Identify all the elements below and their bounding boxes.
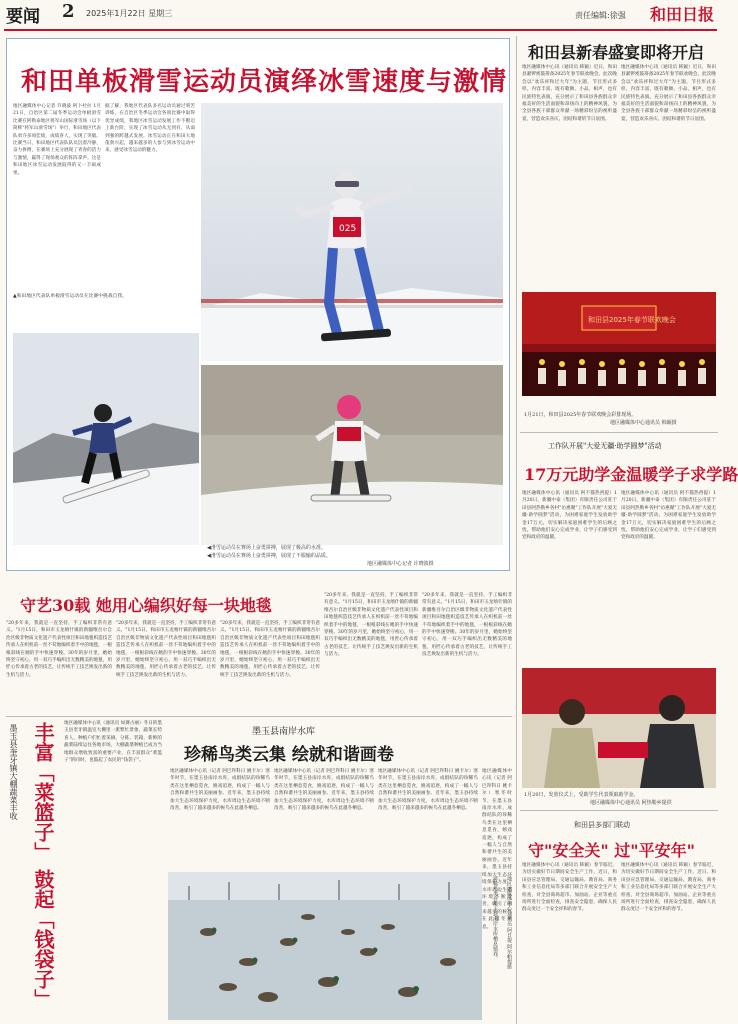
main-caption-2: ◀滑雪运动员在赛场上奋勇拼搏，展现了极高的水准。 bbox=[207, 545, 326, 551]
right3-body-col1: 地区融媒体中心讯（通讯员 韩颖）春节临近，为切实做好节日期间安全生产工作，近日，和田县应急管理局、交通运输局、教育局、商务和工业信息化局等多部门联合开展安全生产大检查，对全县商场超市、加油站、企业等重点场所进行全面检查，排查安全隐患，确保人民群众度过一个安全祥和的春节。 bbox=[522, 863, 617, 913]
bird-body-col4: 地区融媒体中心讯（记者 阿巴拜科日 姚卡尔）寒冬时节，在墨玉县南岸水库，成群结队的珍稀鸟类在这里栖息觅食，嬉戏追逐，构成了一幅人与自然和谐共生的美丽画卷。近年来，墨玉县持续加大生态环境保护力度，水库周边生态环境不断改善，吸引了越来越多的候鸟在此越冬栖息。 bbox=[482, 769, 512, 930]
vertical-body-col1: 地区融媒体中心讯（通讯员 如赛古丽）冬日的墨玉县奎牙镇温室大棚里一派繁忙景象，蔬菜长势喜人，种植户们忙着采摘、分拣、装箱，新鲜的蔬菜陆续运往各地市场，大棚蔬菜种植已成为当地群众增收致富的重要产业，在丰富群众"菜篮子"的同时，也鼓起了农民的"钱袋子"。 bbox=[64, 721, 162, 764]
right1-headline: 和田县新春盛宴即将开启 bbox=[528, 43, 705, 62]
snowboard-photo-3 bbox=[201, 365, 503, 545]
gala-credit: 地区融媒体中心通讯员 韩颖摄 bbox=[610, 420, 677, 426]
vertical-headline: 丰富「菜篮子」 鼓起「钱袋子」 bbox=[31, 722, 55, 1009]
right1-body-col2: 地区融媒体中心讯（通讯员 韩颖）近日，和田县紧锣密鼓筹备2025年春节联欢晚会。此次晚会以"欢乐祥和过大年"为主题，节目形式多样，内容丰富，既有歌舞、小品、相声，也有民族特色表演，充分展示了和田县各族群众幸福美好的生活面貌和昂扬向上的精神风貌，为全县各族干部群众奉献一场精彩纷呈的视听盛宴，营造欢乐喜庆、团结和谐的节日氛围。 bbox=[621, 65, 716, 122]
snowboard-photo-2 bbox=[13, 333, 199, 545]
carpet-body-col1: "20多年来，我就是一直坚持，手工编织非常有意义。"1月15日，和田市玉龙喀什镇的新疆维吾尔自治区级非物质文化遗产代表性项目和田地毯织造技艺传承人在织机前一丝不苟地编织着手中的地毯，一根根彩线在她的手中快速穿梭。30年的岁月里，她始终坚守初心，用一双巧手编织出无数精美的地毯，用匠心传承着古老的技艺，让传统手工技艺焕发出新的生机与活力。 bbox=[6, 621, 112, 678]
main-caption-3: ◀滑雪运动员在赛场上奋勇拼搏，展现了不服输的品质。 bbox=[207, 553, 331, 559]
gala-caption: 1月21日，和田县2025年春节联欢晚会彩排现场。 bbox=[524, 412, 637, 418]
scholarship-photo bbox=[522, 668, 716, 788]
gala-banner: 和田县2025年春节联欢晚会 bbox=[588, 316, 676, 324]
main-body-col1: 地区融媒体中心记者 许晓波 阿卜杜拉 1月21日，自治区第二届冬季运动会单板滑雪比赛在阿勒泰地区将军山国际滑雪场（以下简称"将军山滑雪场"）举行，和田地区代表队勇夺多项佳绩，成绩喜人，实现了突破。比赛当日，和田地区代表队队员沉着冷静，奋力拼搏，在赛场上充分展现了青春的活力与激情，赢得了现场观众的阵阵掌声。这是和田地区冰雪运动发展取得的又一丰硕成果。 bbox=[13, 104, 101, 176]
mid-divider bbox=[6, 716, 512, 717]
right2-body-col2: 地区融媒体中心讯（通讯员 阿不都热西提）1月20日，新疆中泰（集团）有限责任公司驻于田县阿热勒乡各村"访惠聚"工作队开展"大爱无疆·助学圆梦"活动，为困难家庭学生发放助学金17万元，切实解决家庭困难学生的后顾之忧，帮助他们安心完成学业，让学子们感受到党和政府的温暖。 bbox=[621, 491, 716, 541]
bird-credit: 地区融媒体中心通讯员 阿日提 阿尔帕提摄 bbox=[506, 876, 512, 970]
right2-headline: 17万元助学金温暖学子求学路 bbox=[524, 465, 738, 484]
bird-body-col3: 地区融媒体中心讯（记者 阿巴拜科日 姚卡尔）寒冬时节，在墨玉县南岸水库，成群结队的珍稀鸟类在这里栖息觅食，嬉戏追逐，构成了一幅人与自然和谐共生的美丽画卷。近年来，墨玉县持续加大生态环境保护力度，水库周边生态环境不断改善，吸引了越来越多的候鸟在此越冬栖息。 bbox=[378, 769, 478, 812]
right2-body-col1: 地区融媒体中心讯（通讯员 阿不都热西提）1月20日，新疆中泰（集团）有限责任公司驻于田县阿热勒乡各村"访惠聚"工作队开展"大爱无疆·助学圆梦"活动，为困难家庭学生发放助学金17万元，切实解决家庭困难学生的后顾之忧，帮助他们安心完成学业，让学子们感受到党和政府的温暖。 bbox=[522, 491, 617, 541]
carpet-body-col5: "20多年来，我就是一直坚持，手工编织非常有意义。"1月15日，和田市玉龙喀什镇的新疆维吾尔自治区级非物质文化遗产代表性项目和田地毯织造技艺传承人在织机前一丝不苟地编织着手中的地毯，一根根彩线在她的手中快速穿梭。30年的岁月里，她始终坚守初心，用一双巧手编织出无数精美的地毯，用匠心传承着古老的技艺，让传统手工技艺焕发出新的生机与活力。 bbox=[422, 593, 512, 658]
bird-body-col1: 地区融媒体中心讯（记者 阿巴拜科日 姚卡尔）寒冬时节，在墨玉县南岸水库，成群结队的珍稀鸟类在这里栖息觅食，嬉戏追逐，构成了一幅人与自然和谐共生的美丽画卷。近年来，墨玉县持续加大生态环境保护力度，水库周边生态环境不断改善，吸引了越来越多的候鸟在此越冬栖息。 bbox=[170, 769, 270, 812]
gala-photo bbox=[522, 292, 716, 396]
main-headline: 和田单板滑雪运动员演绎冰雪速度与激情 bbox=[21, 67, 508, 97]
right3-body-col2: 地区融媒体中心讯（通讯员 韩颖）春节临近，为切实做好节日期间安全生产工作，近日，和田县应急管理局、交通运输局、教育局、商务和工业信息化局等多部门联合开展安全生产大检查，对全县商场超市、加油站、企业等重点场所进行全面检查，排查安全隐患，确保人民群众度过一个安全祥和的春节。 bbox=[621, 863, 716, 913]
header-rule bbox=[4, 29, 717, 31]
page-header bbox=[0, 0, 721, 30]
main-story[interactable] bbox=[6, 38, 510, 571]
issue-date: 2025年1月22日 星期三 bbox=[86, 9, 173, 18]
editor-credit: 责任编辑:徐强 bbox=[575, 11, 626, 20]
right-divider-1 bbox=[520, 432, 718, 433]
right3-kicker: 和田县多部门联动 bbox=[574, 821, 630, 829]
carpet-body-col3: "20多年来，我就是一直坚持，手工编织非常有意义。"1月15日，和田市玉龙喀什镇的新疆维吾尔自治区级非物质文化遗产代表性项目和田地毯织造技艺传承人在织机前一丝不苟地编织着手中的地毯，一根根彩线在她的手中快速穿梭。30年的岁月里，她始终坚守初心，用一双巧手编织出无数精美的地毯，用匠心传承着古老的技艺，让传统手工技艺焕发出新的生机与活力。 bbox=[220, 621, 320, 678]
right-divider bbox=[516, 36, 517, 1024]
bird-body-col2: 地区融媒体中心讯（记者 阿巴拜科日 姚卡尔）寒冬时节，在墨玉县南岸水库，成群结队的珍稀鸟类在这里栖息觅食，嬉戏追逐，构成了一幅人与自然和谐共生的美丽画卷。近年来，墨玉县持续加大生态环境保护力度，水库周边生态环境不断改善，吸引了越来越多的候鸟在此越冬栖息。 bbox=[274, 769, 374, 812]
newspaper-logo: 和田日报 bbox=[650, 5, 715, 24]
page-number: 2 bbox=[62, 1, 75, 22]
right3-headline: 守"安全关" 过"平安年" bbox=[528, 841, 695, 860]
vertical-kicker: 墨玉县奎牙镇大棚蔬菜丰收 bbox=[9, 724, 18, 820]
bird-photo bbox=[168, 872, 482, 1020]
main-photo-credit: 地区融媒体中心记者 许晓波摄 bbox=[367, 561, 434, 567]
carpet-headline: 守艺30载 她用心编织好每一块地毯 bbox=[20, 596, 272, 615]
bird-caption: 珍稀鸟类在墨玉县南岸水库栖息嬉戏。 bbox=[492, 876, 498, 961]
snowboard-photo-1 bbox=[201, 103, 503, 361]
right-divider-2 bbox=[520, 810, 718, 811]
scholarship-credit: 地区融媒体中心通讯员 阿热勒乡提供 bbox=[590, 800, 672, 806]
bird-headline: 珍稀鸟类云集 绘就和谐画卷 bbox=[184, 745, 394, 765]
right2-kicker: 工作队开展"大爱无疆·助学圆梦"活动 bbox=[548, 442, 662, 450]
main-body-col2: 据了解，我地区代表队多名运动员通过刻苦训练，在自治区冬季运动会各项比赛中取得优异成绩，我地区冰雪运动发展工作不断迈上新台阶，实现了冰雪运动从无到有、从弱到强的跨越式发展。冰雪运动正在和田大地蓬勃兴起，越来越多的人参与到冰雪运动中来，感受冰雪运动的魅力。 bbox=[105, 104, 195, 154]
carpet-body-col2: "20多年来，我就是一直坚持，手工编织非常有意义。"1月15日，和田市玉龙喀什镇的新疆维吾尔自治区级非物质文化遗产代表性项目和田地毯织造技艺传承人在织机前一丝不苟地编织着手中的地毯，一根根彩线在她的手中快速穿梭。30年的岁月里，她始终坚守初心，用一双巧手编织出无数精美的地毯，用匠心传承着古老的技艺，让传统手工技艺焕发出新的生机与活力。 bbox=[116, 621, 216, 678]
scholarship-caption: 1月20日，发放仪式上，受助学生代表领取助学金。 bbox=[524, 792, 639, 798]
bird-kicker: 墨玉县南岸水库 bbox=[252, 727, 316, 737]
main-caption-1: ▲和田地区代表队单板滑雪运动员在比赛中挑战自我。 bbox=[13, 294, 128, 299]
bib-number: 025 bbox=[339, 224, 357, 234]
carpet-body-col4: "20多年来，我就是一直坚持，手工编织非常有意义。"1月15日，和田市玉龙喀什镇的新疆维吾尔自治区级非物质文化遗产代表性项目和田地毯织造技艺传承人在织机前一丝不苟地编织着手中的地毯，一根根彩线在她的手中快速穿梭。30年的岁月里，她始终坚守初心，用一双巧手编织出无数精美的地毯，用匠心传承着古老的技艺，让传统手工技艺焕发出新的生机与活力。 bbox=[324, 593, 418, 658]
right1-body-col1: 地区融媒体中心讯（通讯员 韩颖）近日，和田县紧锣密鼓筹备2025年春节联欢晚会。此次晚会以"欢乐祥和过大年"为主题，节目形式多样，内容丰富，既有歌舞、小品、相声，也有民族特色表演，充分展示了和田县各族群众幸福美好的生活面貌和昂扬向上的精神风貌，为全县各族干部群众奉献一场精彩纷呈的视听盛宴，营造欢乐喜庆、团结和谐的节日氛围。 bbox=[522, 65, 617, 122]
vertical-story bbox=[6, 718, 166, 1024]
section-name: 要闻 bbox=[6, 7, 40, 27]
